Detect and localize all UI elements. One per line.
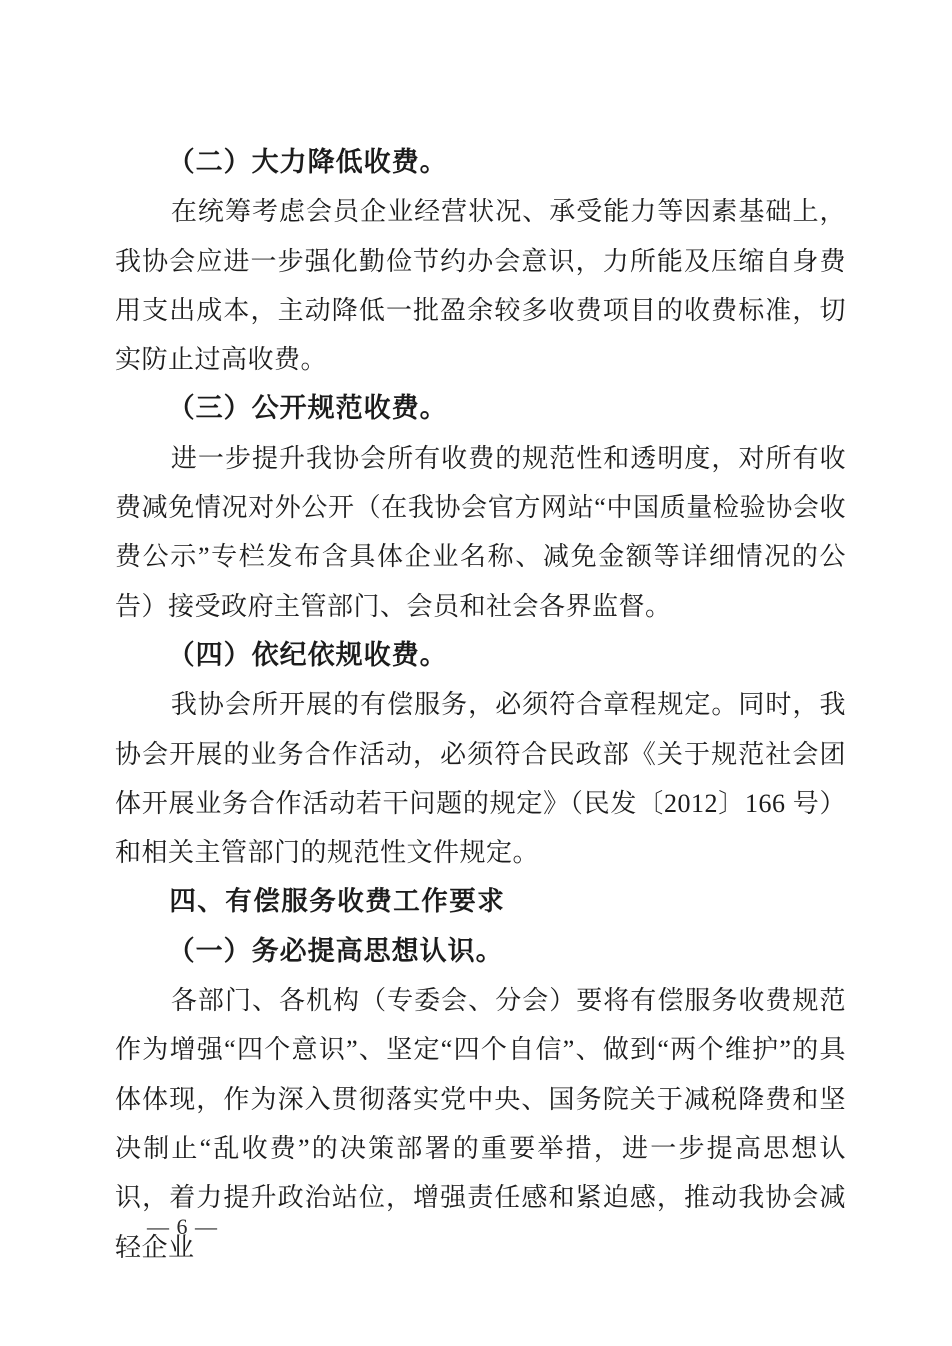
document-body [115,138,846,1272]
paragraph-reduce-fees: 在统筹考虑会员企业经营状况、承受能力等因素基础上，我协会应进一步强化勤俭节约办会意识，力所能及压缩自身费用支出成本，主动降低一批盈余较多收费项目的收费标准，切实防止过高收费。 [115,197,846,375]
section-heading-4-work-requirements: 四、有偿服务收费工作要求 [169,886,506,917]
paragraph-compliant-fees: 我协会所开展的有偿服务，必须符合章程规定。同时，我协会开展的业务合作活动，必须符合民政部《关于规范社会团体开展业务合作活动若干问题的规定》（民发〔2012〕166 号）和相关主管部门的规范性文件规定。 [115,690,846,868]
paragraph-open-standard-fees: 进一步提升我协会所有收费的规范性和透明度，对所有收费减免情况对外公开（在我协会官方网站“中国质量检验协会收费公示”专栏发布含具体企业名称、减免金额等详细情况的公告）接受政府主管部门、会员和社会各界监督。 [115,443,846,621]
subheading-item-4-compliant-fees: （四）依纪依规收费。 [167,639,448,670]
page-number: — 6 — [147,1214,218,1239]
subheading-item-2-reduce-fees: （二）大力降低收费。 [167,147,448,177]
subheading-item-1-raise-awareness: （一）务必提高思想认识。 [167,935,504,966]
subheading-item-3-open-standard-fees: （三）公开规范收费。 [167,393,448,424]
paragraph-raise-awareness: 各部门、各机构（专委会、分会）要将有偿服务收费规范作为增强“四个意识”、坚定“四个自信”、做到“两个维护”的具体体现，作为深入贯彻落实党中央、国务院关于减税降费和坚决制止“乱收费”的决策部署的重要举措，进一步提高思想认识，着力提升政治站位，增强责任感和紧迫感，推动我协会减轻企业 [115,986,846,1262]
